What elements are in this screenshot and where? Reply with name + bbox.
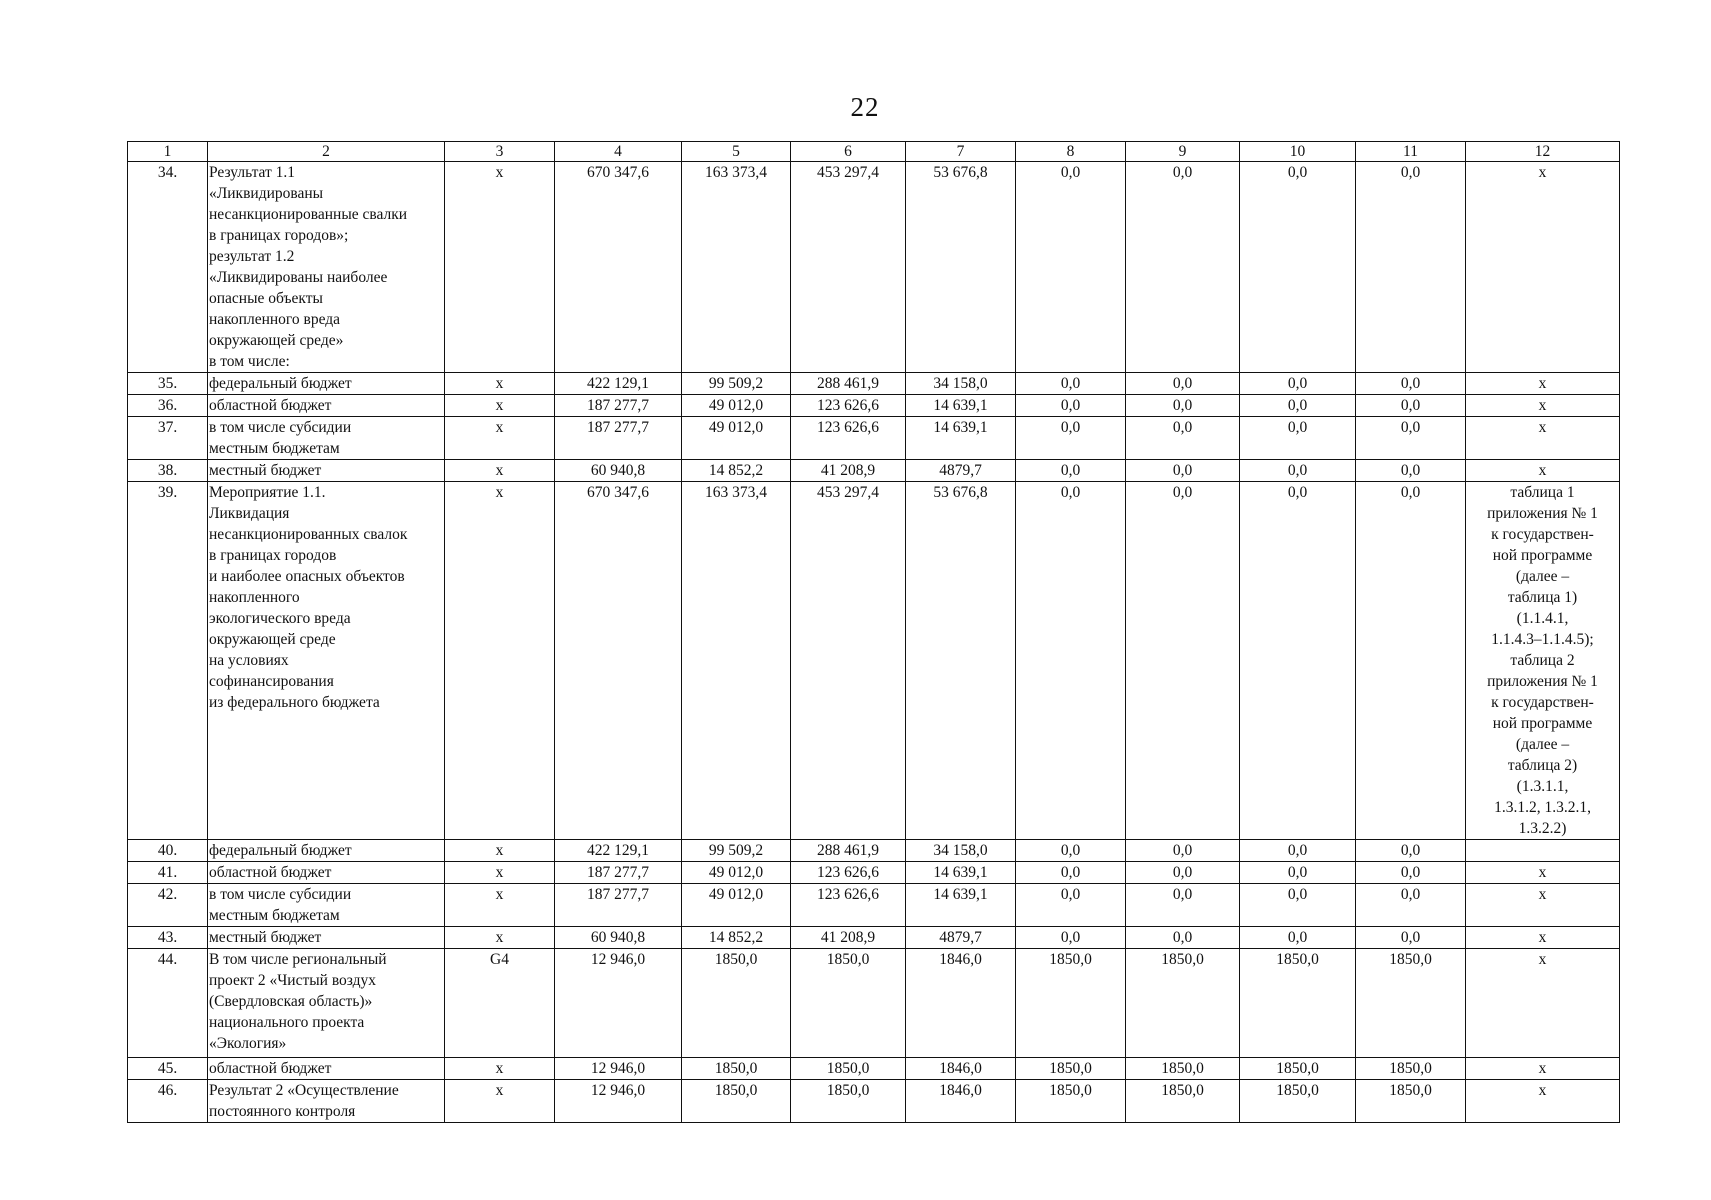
cell-value: 123 626,6	[791, 417, 906, 460]
cell-value: 0,0	[1240, 373, 1356, 395]
table-row	[128, 373, 1620, 395]
header-row	[128, 142, 1620, 162]
cell-value: 14 639,1	[906, 884, 1016, 927]
cell-value: 99 509,2	[682, 373, 791, 395]
row-number: 37.	[128, 417, 208, 460]
row-number: 46.	[128, 1080, 208, 1123]
budget-table	[127, 141, 1620, 1123]
row-number: 44.	[128, 949, 208, 1058]
cell-value: 0,0	[1240, 162, 1356, 373]
cell-value: 0,0	[1016, 840, 1126, 862]
table-row	[128, 417, 1620, 460]
cell-value: 14 639,1	[906, 417, 1016, 460]
row-code: х	[445, 884, 555, 927]
cell-value: 0,0	[1126, 927, 1240, 949]
cell-value: 14 852,2	[682, 460, 791, 482]
cell-value: 453 297,4	[791, 162, 906, 373]
cell-value: 1850,0	[1356, 1058, 1466, 1080]
table-row	[128, 162, 1620, 373]
row-number: 45.	[128, 1058, 208, 1080]
row-source	[1466, 840, 1620, 862]
cell-value: 187 277,7	[555, 417, 682, 460]
cell-value: 187 277,7	[555, 395, 682, 417]
cell-value: 0,0	[1126, 482, 1240, 840]
cell-value: 422 129,1	[555, 840, 682, 862]
cell-value: 0,0	[1126, 373, 1240, 395]
cell-value: 1850,0	[682, 1080, 791, 1123]
row-number: 36.	[128, 395, 208, 417]
row-code: х	[445, 460, 555, 482]
row-code: х	[445, 162, 555, 373]
cell-value: 0,0	[1240, 482, 1356, 840]
cell-value: 187 277,7	[555, 862, 682, 884]
cell-value: 0,0	[1016, 460, 1126, 482]
row-code: х	[445, 395, 555, 417]
cell-value: 1850,0	[1356, 949, 1466, 1058]
row-source: х	[1466, 1080, 1620, 1123]
cell-value: 163 373,4	[682, 162, 791, 373]
row-number: 43.	[128, 927, 208, 949]
cell-value: 0,0	[1356, 884, 1466, 927]
cell-value: 0,0	[1240, 395, 1356, 417]
cell-value: 1846,0	[906, 1058, 1016, 1080]
row-name: областной бюджет	[208, 862, 445, 884]
cell-value: 0,0	[1126, 460, 1240, 482]
cell-value: 60 940,8	[555, 460, 682, 482]
cell-value: 1850,0	[1016, 949, 1126, 1058]
cell-value: 53 676,8	[906, 482, 1016, 840]
cell-value: 1850,0	[1240, 1080, 1356, 1123]
cell-value: 0,0	[1240, 460, 1356, 482]
col-header: 9	[1126, 142, 1240, 162]
cell-value: 0,0	[1016, 373, 1126, 395]
row-name: областной бюджет	[208, 395, 445, 417]
cell-value: 0,0	[1356, 840, 1466, 862]
col-header: 5	[682, 142, 791, 162]
col-header: 12	[1466, 142, 1620, 162]
cell-value: 1850,0	[1016, 1058, 1126, 1080]
row-number: 35.	[128, 373, 208, 395]
cell-value: 49 012,0	[682, 395, 791, 417]
table-row	[128, 482, 1620, 840]
cell-value: 0,0	[1126, 884, 1240, 927]
cell-value: 49 012,0	[682, 884, 791, 927]
cell-value: 1850,0	[1016, 1080, 1126, 1123]
cell-value: 0,0	[1240, 862, 1356, 884]
row-code: х	[445, 1058, 555, 1080]
cell-value: 14 639,1	[906, 395, 1016, 417]
cell-value: 123 626,6	[791, 884, 906, 927]
col-header: 1	[128, 142, 208, 162]
cell-value: 0,0	[1356, 395, 1466, 417]
cell-value: 0,0	[1126, 162, 1240, 373]
cell-value: 41 208,9	[791, 927, 906, 949]
row-code: х	[445, 1080, 555, 1123]
cell-value: 14 639,1	[906, 862, 1016, 884]
table-row	[128, 395, 1620, 417]
cell-value: 0,0	[1016, 482, 1126, 840]
cell-value: 1850,0	[682, 1058, 791, 1080]
cell-value: 4879,7	[906, 927, 1016, 949]
row-source: х	[1466, 1058, 1620, 1080]
cell-value: 163 373,4	[682, 482, 791, 840]
cell-value: 670 347,6	[555, 482, 682, 840]
row-source: х	[1466, 884, 1620, 927]
col-header: 6	[791, 142, 906, 162]
cell-value: 0,0	[1016, 395, 1126, 417]
cell-value: 0,0	[1356, 482, 1466, 840]
table-row	[128, 884, 1620, 927]
cell-value: 0,0	[1016, 884, 1126, 927]
cell-value: 670 347,6	[555, 162, 682, 373]
col-header: 10	[1240, 142, 1356, 162]
row-name: федеральный бюджет	[208, 840, 445, 862]
col-header: 8	[1016, 142, 1126, 162]
row-code: х	[445, 862, 555, 884]
row-source: х	[1466, 162, 1620, 373]
row-name: Результат 2 «Осуществление постоянного контроля	[208, 1080, 445, 1123]
row-code: х	[445, 482, 555, 840]
row-name: В том числе региональный проект 2 «Чистый воздух (Свердловская область)» национального проекта «Экология»	[208, 949, 445, 1058]
cell-value: 1850,0	[682, 949, 791, 1058]
page-number: 22	[850, 92, 880, 122]
row-number: 41.	[128, 862, 208, 884]
cell-value: 0,0	[1356, 162, 1466, 373]
cell-value: 34 158,0	[906, 373, 1016, 395]
cell-value: 1850,0	[791, 1080, 906, 1123]
cell-value: 0,0	[1240, 417, 1356, 460]
cell-value: 0,0	[1240, 840, 1356, 862]
cell-value: 187 277,7	[555, 884, 682, 927]
cell-value: 60 940,8	[555, 927, 682, 949]
cell-value: 0,0	[1126, 395, 1240, 417]
table-body	[128, 142, 1620, 1123]
cell-value: 0,0	[1016, 927, 1126, 949]
cell-value: 0,0	[1240, 927, 1356, 949]
cell-value: 53 676,8	[906, 162, 1016, 373]
row-source: х	[1466, 949, 1620, 1058]
cell-value: 12 946,0	[555, 949, 682, 1058]
cell-value: 49 012,0	[682, 417, 791, 460]
row-name: Результат 1.1 «Ликвидированы несанкционированные свалки в границах городов»; результат 1.2 «Ликвидированы наиболее опасные объекты накопленного вреда окружающей среде» в том числе:	[208, 162, 445, 373]
row-source: х	[1466, 927, 1620, 949]
cell-value: 1850,0	[1126, 1058, 1240, 1080]
row-source: х	[1466, 460, 1620, 482]
table-row	[128, 949, 1620, 1058]
cell-value: 0,0	[1016, 417, 1126, 460]
cell-value: 0,0	[1356, 460, 1466, 482]
row-source: х	[1466, 862, 1620, 884]
row-source: х	[1466, 417, 1620, 460]
cell-value: 49 012,0	[682, 862, 791, 884]
cell-value: 1850,0	[1126, 949, 1240, 1058]
col-header: 11	[1356, 142, 1466, 162]
col-header: 3	[445, 142, 555, 162]
table-row	[128, 1058, 1620, 1080]
cell-value: 0,0	[1126, 840, 1240, 862]
cell-value: 0,0	[1356, 927, 1466, 949]
col-header: 4	[555, 142, 682, 162]
table-row	[128, 862, 1620, 884]
cell-value: 4879,7	[906, 460, 1016, 482]
col-header: 7	[906, 142, 1016, 162]
cell-value: 288 461,9	[791, 373, 906, 395]
row-name: Мероприятие 1.1. Ликвидация несанкционированных свалок в границах городов и наиболее опасных объектов накопленного экологического вреда окружающей среде на условиях софинансирования из федерального бюджета	[208, 482, 445, 840]
row-number: 40.	[128, 840, 208, 862]
cell-value: 1846,0	[906, 1080, 1016, 1123]
row-code: х	[445, 373, 555, 395]
cell-value: 0,0	[1016, 862, 1126, 884]
cell-value: 1850,0	[1126, 1080, 1240, 1123]
cell-value: 123 626,6	[791, 395, 906, 417]
cell-value: 1846,0	[906, 949, 1016, 1058]
cell-value: 1850,0	[1240, 1058, 1356, 1080]
row-code: G4	[445, 949, 555, 1058]
row-code: х	[445, 927, 555, 949]
row-name: в том числе субсидии местным бюджетам	[208, 884, 445, 927]
table-row	[128, 1080, 1620, 1123]
row-name: местный бюджет	[208, 460, 445, 482]
table-row	[128, 460, 1620, 482]
cell-value: 422 129,1	[555, 373, 682, 395]
cell-value: 12 946,0	[555, 1080, 682, 1123]
row-source: таблица 1 приложения № 1 к государствен- ной программе (далее – таблица 1) (1.1.4.1, 1.1.4.3–1.1.4.5); таблица 2 приложения № 1 к государствен- ной программе (далее – таблица 2) (1.3.1.1, 1.3.1.2, 1.3.2.1, 1.3.2.2)	[1466, 482, 1620, 840]
cell-value: 0,0	[1016, 162, 1126, 373]
cell-value: 14 852,2	[682, 927, 791, 949]
row-code: х	[445, 417, 555, 460]
cell-value: 1850,0	[791, 1058, 906, 1080]
table-row	[128, 840, 1620, 862]
row-number: 38.	[128, 460, 208, 482]
cell-value: 288 461,9	[791, 840, 906, 862]
cell-value: 41 208,9	[791, 460, 906, 482]
cell-value: 1850,0	[791, 949, 906, 1058]
cell-value: 12 946,0	[555, 1058, 682, 1080]
cell-value: 123 626,6	[791, 862, 906, 884]
row-code: х	[445, 840, 555, 862]
row-number: 42.	[128, 884, 208, 927]
cell-value: 0,0	[1356, 862, 1466, 884]
cell-value: 1850,0	[1356, 1080, 1466, 1123]
cell-value: 1850,0	[1240, 949, 1356, 1058]
row-number: 34.	[128, 162, 208, 373]
row-source: х	[1466, 395, 1620, 417]
row-source: х	[1466, 373, 1620, 395]
row-name: местный бюджет	[208, 927, 445, 949]
cell-value: 0,0	[1240, 884, 1356, 927]
row-number: 39.	[128, 482, 208, 840]
cell-value: 99 509,2	[682, 840, 791, 862]
row-name: федеральный бюджет	[208, 373, 445, 395]
table-row	[128, 927, 1620, 949]
row-name: областной бюджет	[208, 1058, 445, 1080]
cell-value: 0,0	[1356, 373, 1466, 395]
cell-value: 0,0	[1126, 862, 1240, 884]
cell-value: 0,0	[1126, 417, 1240, 460]
col-header: 2	[208, 142, 445, 162]
row-name: в том числе субсидии местным бюджетам	[208, 417, 445, 460]
cell-value: 34 158,0	[906, 840, 1016, 862]
cell-value: 453 297,4	[791, 482, 906, 840]
cell-value: 0,0	[1356, 417, 1466, 460]
